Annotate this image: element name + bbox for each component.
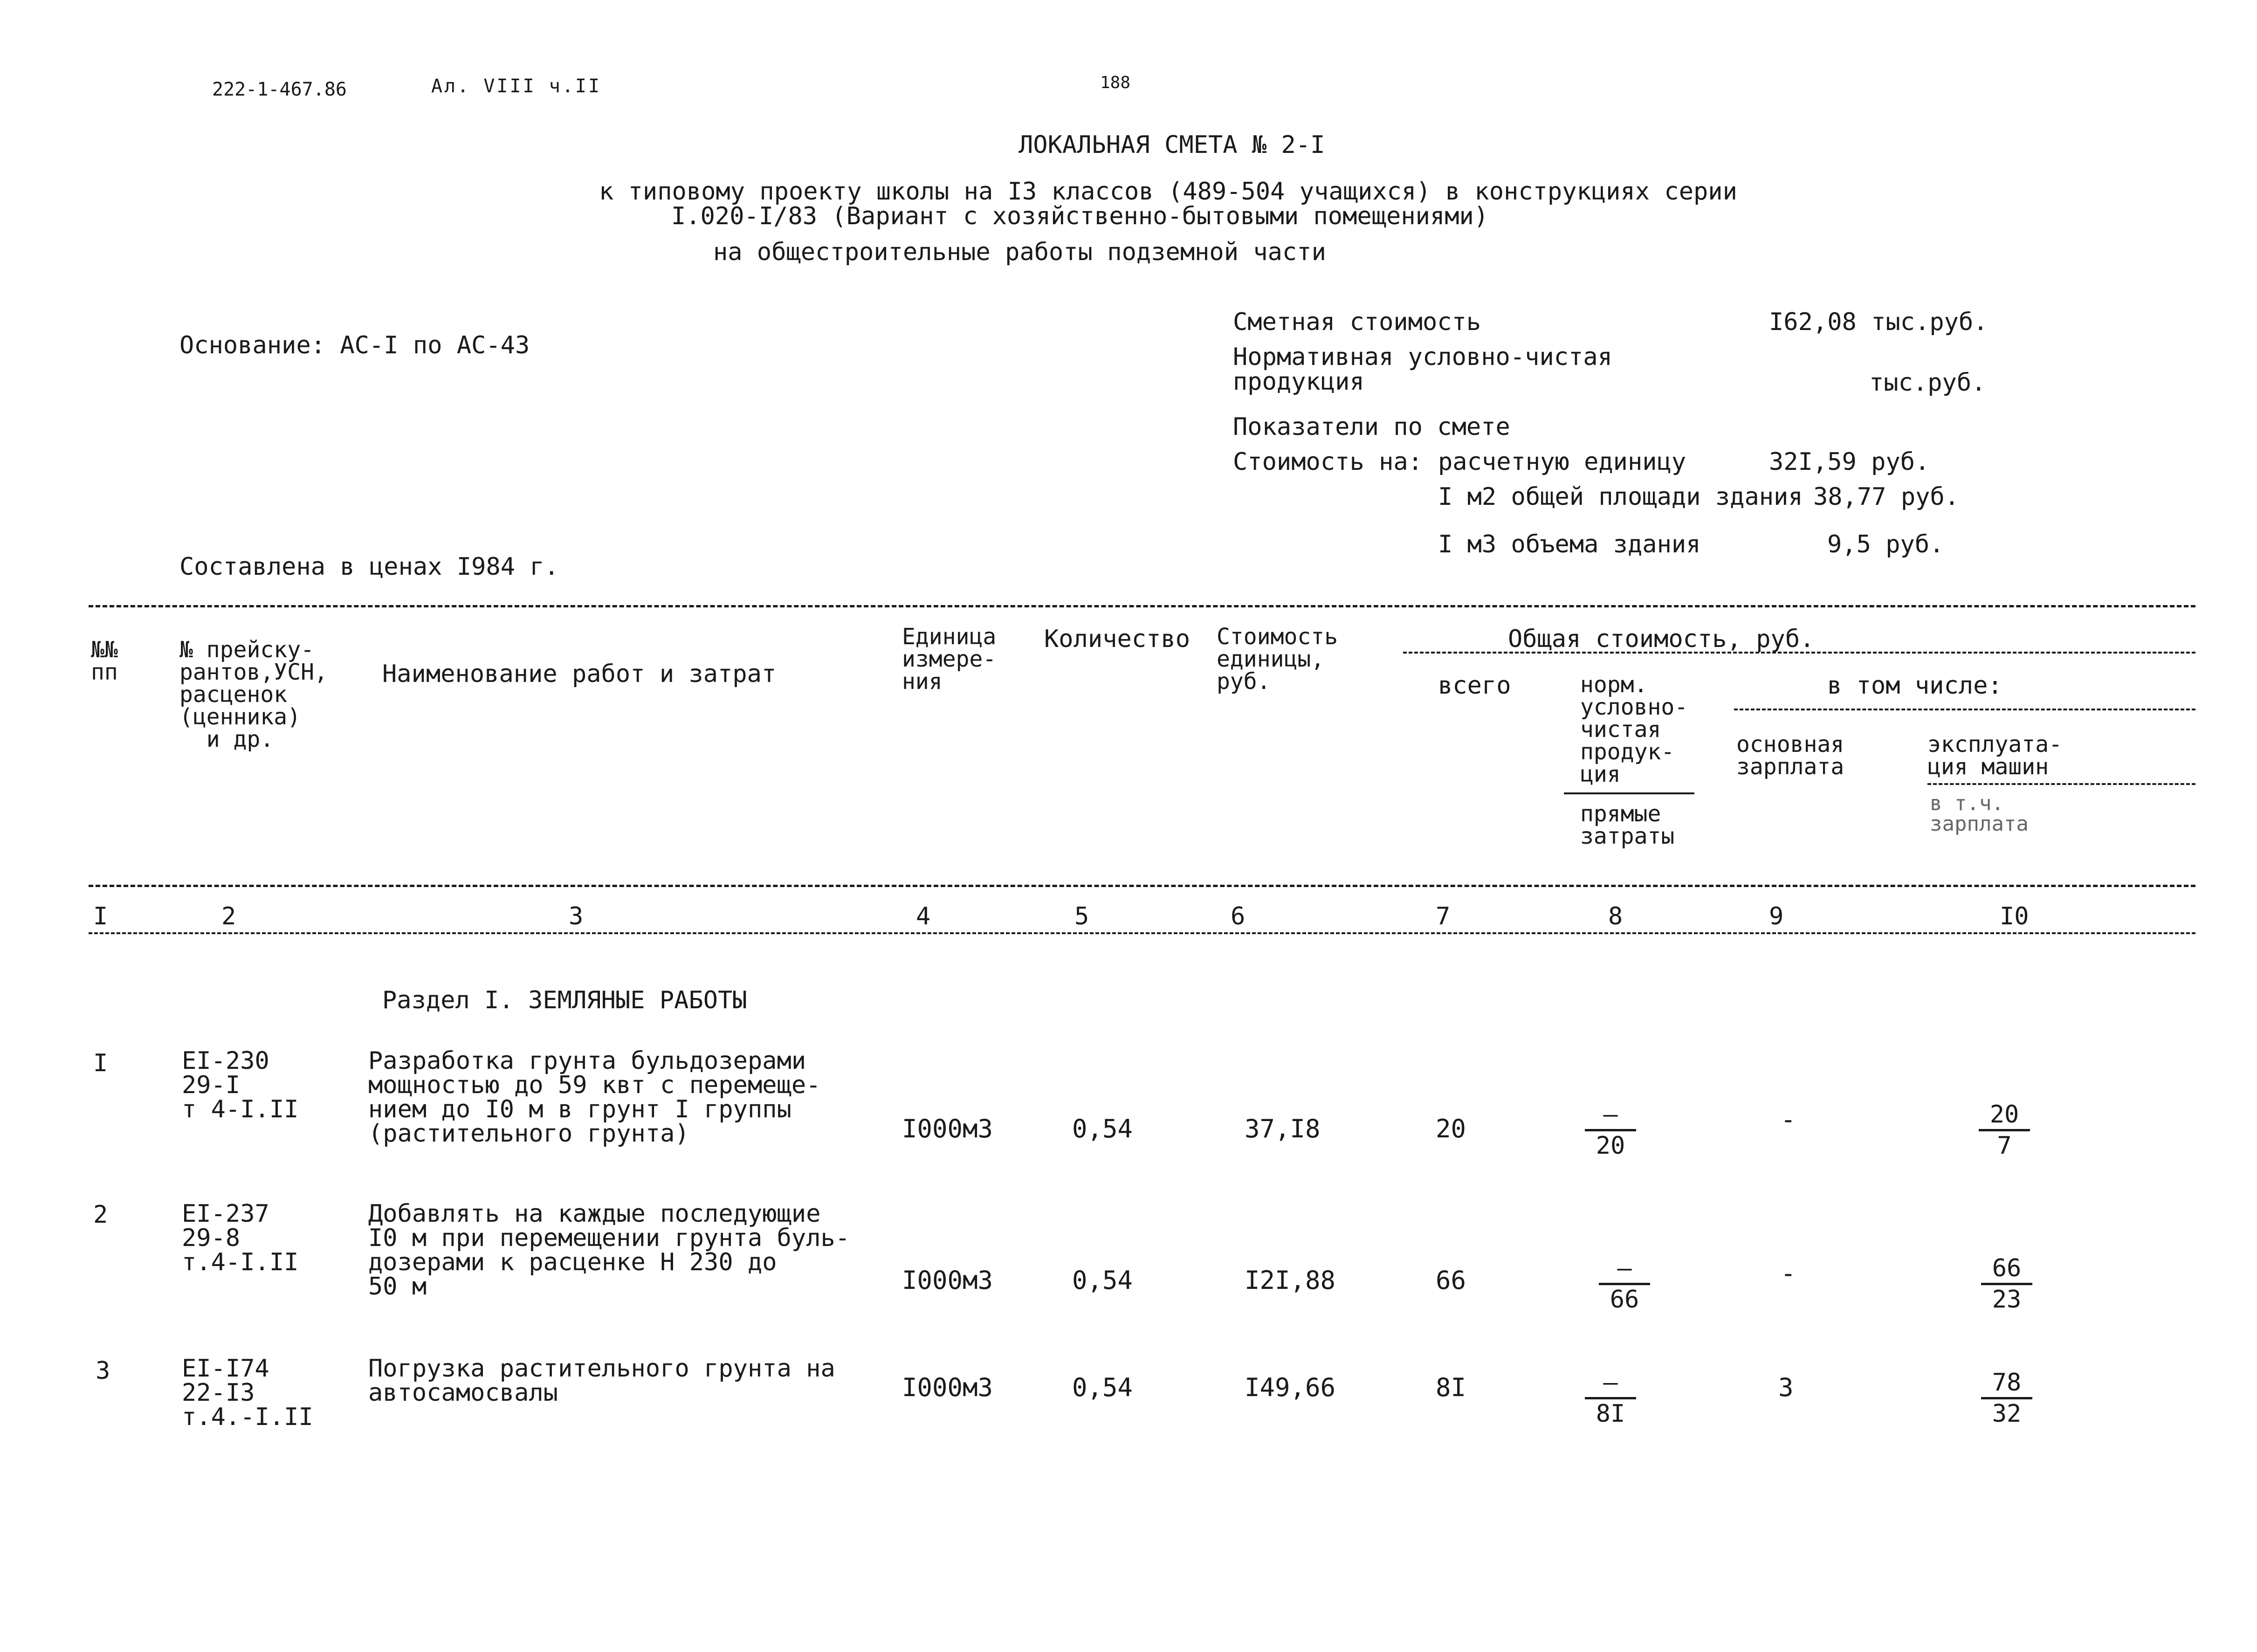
header-col8-top: норм. условно- чистая продук- ция [1580, 672, 1688, 787]
row2-col9: - [1781, 1259, 1796, 1288]
header-col10-top: эксплуата- ция машин [1927, 731, 2062, 780]
colnum-8: 8 [1608, 902, 1623, 930]
header-col8-bottom: прямые затраты [1580, 801, 1675, 849]
header-col10-bottom: в т.ч. зарплата [1930, 792, 2029, 836]
row1-name: Разработка грунта бульдозерами мощностью до 59 квт с перемеще- нием до I0 м в грунт I группы (растительного грунта) [368, 1047, 821, 1148]
prices-year-text: Составлена в ценах I984 г. [179, 553, 559, 581]
row1-qty: 0,54 [1072, 1114, 1133, 1143]
table-top-rule [89, 605, 2195, 607]
row2-col8-bottom: 66 [1610, 1286, 1639, 1314]
colnum-4: 4 [916, 902, 931, 930]
row2-col10-top: 66 [1992, 1254, 2022, 1282]
row3-col8 [1576, 1368, 1645, 1428]
row1-col10 [1969, 1100, 2039, 1160]
row3-col10-top: 78 [1992, 1369, 2022, 1397]
normative-label-2: продукция [1233, 368, 1364, 396]
row2-name: Добавлять на каждые последующие I0 м при перемещении грунта буль- дозерами к расценке Н 230 до 50 м [368, 1200, 850, 1301]
page-title: ЛОКАЛЬНАЯ СМЕТА № 2-I [1018, 131, 1325, 159]
estimated-cost-value: I62,08 тыс.руб. [1769, 308, 1988, 336]
per-m2-label: I м2 общей площади здания [1438, 483, 1803, 511]
colnum-6: 6 [1231, 902, 1245, 930]
colnum-7: 7 [1436, 902, 1451, 930]
row3-name: Погрузка растительного грунта на автосамосвалы [368, 1355, 835, 1407]
header-including-rule [1734, 709, 2195, 710]
indicators-label: Показатели по смете [1233, 413, 1510, 441]
colnum-3: 3 [569, 902, 584, 930]
row1-num: I [93, 1049, 108, 1077]
row3-col9: 3 [1778, 1373, 1794, 1402]
normative-value: тыс.руб. [1869, 369, 1986, 397]
row2-col10 [1972, 1254, 2042, 1314]
colnum-2: 2 [221, 902, 236, 930]
cost-on-label: Стоимость на: [1233, 448, 1423, 476]
basis-text: Основание: АС-I по АС-43 [179, 331, 530, 359]
colnum-10: I0 [2000, 902, 2029, 930]
doc-code: 222-1-467.86 [212, 79, 347, 100]
row1-col8-bottom: 20 [1596, 1132, 1625, 1160]
per-unit-label: расчетную единицу [1438, 448, 1686, 476]
row2-code: ЕI-237 29-8 т.4-I.II [182, 1200, 299, 1276]
section-title: Раздел I. ЗЕМЛЯНЫЕ РАБОТЫ [382, 986, 747, 1014]
page-number: 188 [1100, 73, 1131, 92]
subtitle-line1: к типовому проекту школы на I3 классов (489-504 учащихся) в конструкциях серии [599, 178, 1737, 206]
table-header-rule [89, 885, 2195, 887]
row3-col8-bottom: 8I [1596, 1400, 1625, 1428]
table-colnum-rule [89, 932, 2195, 934]
per-unit-value: 32I,59 руб. [1769, 448, 1930, 476]
header-total-group: Общая стоимость, руб. [1508, 625, 1815, 653]
header-col7: всего [1438, 672, 1511, 700]
row3-total: 8I [1436, 1373, 1466, 1402]
row3-col10-bottom: 32 [1992, 1400, 2022, 1428]
row1-col10-top: 20 [1989, 1101, 2019, 1129]
row3-num: 3 [96, 1357, 110, 1385]
row1-code: ЕI-230 29-I т 4-I.II [182, 1047, 299, 1123]
header-col1: №№ пп [91, 637, 118, 685]
header-col6: Стоимость единицы, руб. [1217, 624, 1338, 695]
row1-unit: I000м3 [902, 1114, 993, 1143]
header-col9: основная зарплата [1736, 731, 1844, 780]
subtitle-line3: на общестроительные работы подземной части [713, 238, 1326, 266]
estimated-cost-label: Сметная стоимость [1233, 308, 1481, 336]
row2-num: 2 [93, 1201, 108, 1229]
row2-col10-bottom: 23 [1992, 1286, 2022, 1314]
colnum-9: 9 [1769, 902, 1784, 930]
row3-unit: I000м3 [902, 1373, 993, 1402]
row1-unit-cost: 37,I8 [1245, 1114, 1321, 1143]
row3-qty: 0,54 [1072, 1373, 1133, 1402]
normative-label-1: Нормативная условно-чистая [1233, 343, 1612, 371]
album-ref: Ал. VIII ч.II [431, 76, 602, 97]
row1-col10-bottom: 7 [1997, 1132, 2012, 1160]
row3-col8-top: – [1603, 1369, 1618, 1397]
row2-unit: I000м3 [902, 1266, 993, 1295]
header-col3: Наименование работ и затрат [382, 660, 777, 688]
header-col5: Количество [1044, 625, 1190, 653]
header-col4: Единица измере- ния [902, 624, 997, 695]
row1-col8 [1576, 1100, 1645, 1160]
header-including: в том числе: [1827, 672, 2002, 700]
per-m3-label: I м3 объема здания [1438, 530, 1701, 558]
row3-unit-cost: I49,66 [1245, 1373, 1336, 1402]
subtitle-line2: I.020-I/83 (Вариант с хозяйственно-бытовыми помещениями) [671, 202, 1489, 230]
per-m3-value: 9,5 руб. [1827, 530, 1944, 558]
row2-unit-cost: I2I,88 [1245, 1266, 1336, 1295]
header-total-group-rule [1403, 652, 2195, 654]
header-col2: № прейску- рантов,УСН, расценок (ценника) и др. [179, 637, 328, 752]
row3-col10 [1972, 1368, 2042, 1428]
header-col10-divider [1927, 783, 2195, 785]
row2-qty: 0,54 [1072, 1266, 1133, 1295]
colnum-5: 5 [1074, 902, 1089, 930]
row1-col9: - [1781, 1105, 1796, 1134]
header-col8-divider [1564, 792, 1694, 794]
colnum-1: I [93, 902, 108, 930]
row1-col8-top: – [1603, 1101, 1618, 1129]
row2-total: 66 [1436, 1266, 1466, 1295]
row3-code: ЕI-I74 22-I3 т.4.-I.II [182, 1355, 313, 1431]
row2-col8-top: – [1617, 1254, 1632, 1282]
per-m2-value: 38,77 руб. [1813, 483, 1960, 511]
row2-col8 [1590, 1254, 1659, 1314]
row1-total: 20 [1436, 1114, 1466, 1143]
